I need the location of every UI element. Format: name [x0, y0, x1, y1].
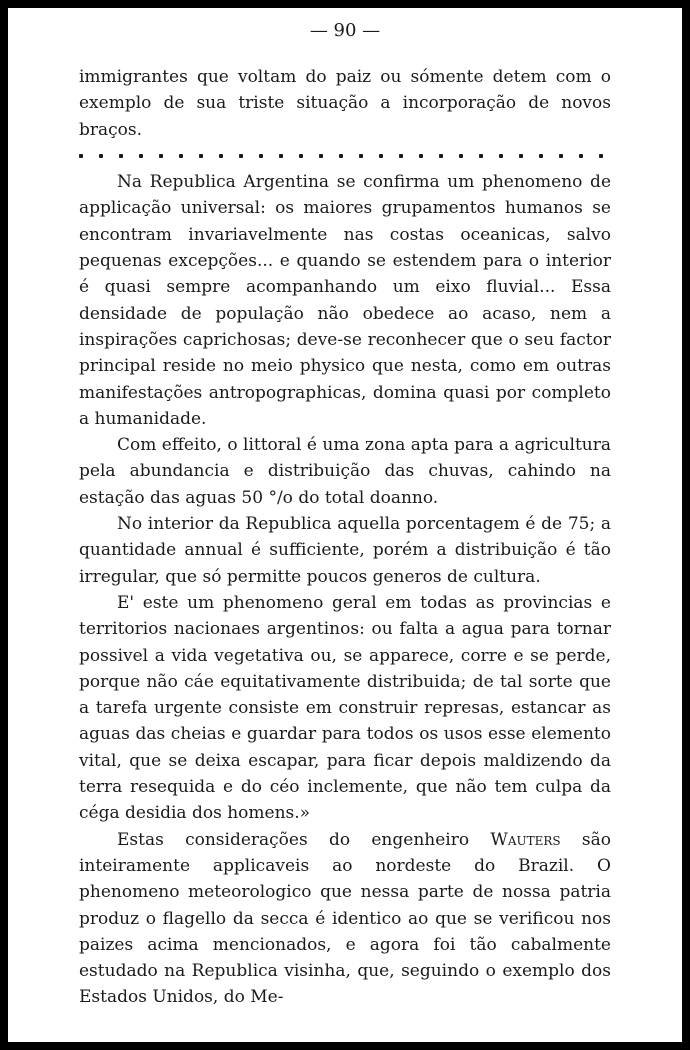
paragraph: Na Republica Argentina se confirma um phenomeno de applicação universal: os maiores grupamentos humanos se encontram invariavelmente nas costas oceanicas, salvo pequenas excepções... e quando se estendem para o interior é quasi sempre acompanhando um eixo fluvial... Essa densidade de população não obedece ao acaso, nem a inspirações caprichosas; deve-se reconhecer que o seu factor principal reside no meio physico que nesta, como em outras manifestações antropographicas, domina quasi por completo a humanidade.	[79, 172, 611, 429]
paragraph: Com effeito, o littoral é uma zona apta para a agricultura pela abundancia e distribuição das chuvas, cahindo na estação das aguas 50 °/o do total doanno.	[79, 435, 611, 508]
body-text	[79, 64, 611, 1011]
paragraph: No interior da Republica aquella porcentagem é de 75; a quantidade annual é sufficiente, porém a distribuição é tão irregular, que só permitte poucos generos de cultura.	[79, 514, 611, 587]
ellipsis-separator	[79, 143, 611, 169]
book-page	[8, 8, 682, 1042]
paragraph-last	[79, 827, 611, 1011]
paragraph-text: são inteiramente applicaveis ao nordeste do Brazil. O phenomeno meteorologico que nessa parte de nossa patria produz o flagello da secca é identico ao que se verificou nos paizes acima mencionados, e agora foi tão cabalmente estudado na Republica visinha, que, seguindo o exemplo dos Estados Unidos, do Me-	[79, 829, 611, 1008]
paragraph-continuation: immigrantes que voltam do paiz ou sómente detem com o exemplo de sua triste situação a incorporação de novos braços.	[79, 67, 611, 140]
author-name: Wauters	[490, 829, 561, 850]
paragraph: E' este um phenomeno geral em todas as provincias e territorios nacionaes argentinos: ou falta a agua para tornar possivel a vida vegetativa ou, se apparece, corre e se perde, porque não cáe equitativamente distribuida; de tal sorte que a tarefa urgente consiste em construir represas, estancar as aguas das cheias e guardar para todos os usos esse elemento vital, que se deixa escapar, para ficar depois maldizendo da terra resequida e do céo inclemente, que não tem culpa da céga desidia dos homens.»	[79, 592, 611, 824]
paragraph-text: Estas considerações do engenheiro	[117, 829, 491, 850]
page-number: — 90 —	[309, 20, 381, 41]
